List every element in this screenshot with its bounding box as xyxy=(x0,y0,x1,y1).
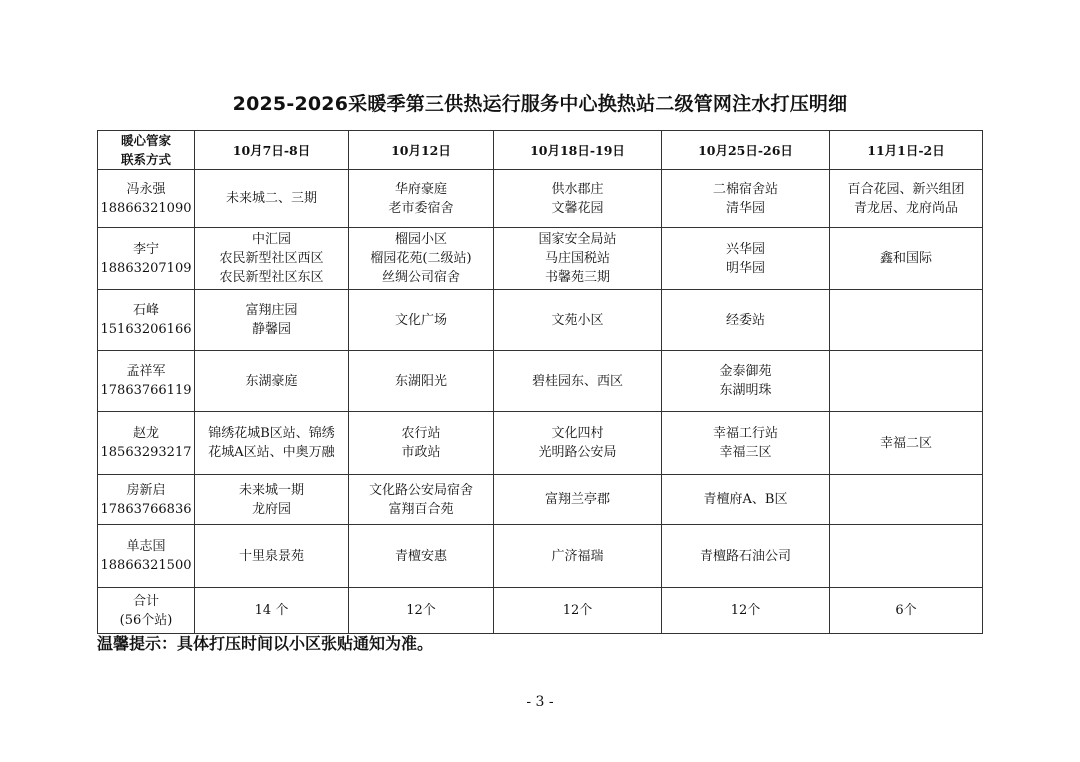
station-cell xyxy=(349,228,494,290)
station-cell xyxy=(349,412,494,475)
cell-text: 幸福工行站 xyxy=(712,426,778,441)
total-count: 14 个 xyxy=(195,588,349,634)
cell-text: 农民新型社区东区 xyxy=(219,270,324,285)
station-cell xyxy=(494,475,662,525)
station-cell xyxy=(830,228,983,290)
station-cell xyxy=(662,351,830,412)
total-count: 12个 xyxy=(662,588,830,634)
station-cell xyxy=(195,351,349,412)
header-date: 10月12日 xyxy=(349,131,494,170)
station-cell xyxy=(830,170,983,228)
table-row xyxy=(98,290,983,351)
station-cell xyxy=(195,290,349,351)
cell-text: 农民新型社区西区 xyxy=(219,251,324,266)
cell-text: 青龙居、龙府尚品 xyxy=(853,200,958,216)
total-label-cell xyxy=(98,588,195,634)
station-cell xyxy=(195,170,349,228)
table-row xyxy=(98,170,983,228)
steward-phone: 18563293217 xyxy=(100,445,192,460)
station-cell xyxy=(662,475,830,525)
steward-phone: 18866321090 xyxy=(100,200,192,216)
cell-text: 国家安全局站 xyxy=(538,232,617,247)
cell-text: 马庄国税站 xyxy=(544,251,610,266)
table-row xyxy=(98,475,983,525)
steward-phone: 15163206166 xyxy=(100,322,192,337)
header-date: 10月18日-19日 xyxy=(494,131,662,170)
cell-text: 富翔兰亭郡 xyxy=(544,492,610,507)
station-cell xyxy=(662,412,830,475)
steward-cell xyxy=(98,412,195,475)
station-cell xyxy=(195,228,349,290)
cell-text: 合计 xyxy=(132,593,159,609)
station-cell xyxy=(349,525,494,588)
cell-text: 富翔百合苑 xyxy=(388,501,454,517)
cell-text: 明华园 xyxy=(725,260,765,276)
cell-text: 青檀府A、B区 xyxy=(703,492,788,507)
steward-name: 冯永强 xyxy=(126,181,166,197)
cell-text: 幸福二区 xyxy=(879,435,932,451)
table-row xyxy=(98,351,983,412)
cell-text: 花城A区站、中奥万融 xyxy=(208,445,335,460)
cell-text: 碧桂园东、西区 xyxy=(531,373,623,389)
cell-text: 华府豪庭 xyxy=(394,181,447,197)
steward-cell xyxy=(98,351,195,412)
station-cell xyxy=(494,228,662,290)
cell-text: 十里泉景苑 xyxy=(238,548,304,564)
document-title: 2025-2026采暖季第三供热运行服务中心换热站二级管网注水打压明细 xyxy=(232,93,848,115)
cell-text: 锦绣花城B区站、锦绣 xyxy=(208,426,335,441)
total-count: 6个 xyxy=(830,588,983,634)
cell-text: 供水郡庄 xyxy=(551,181,604,197)
steward-phone: 17863766119 xyxy=(100,383,192,398)
table-row xyxy=(98,228,983,290)
cell-text: 书馨苑三期 xyxy=(544,270,610,285)
station-cell xyxy=(494,290,662,351)
steward-name: 石峰 xyxy=(132,303,159,318)
station-cell xyxy=(830,475,983,525)
station-cell xyxy=(662,290,830,351)
cell-text: 幸福三区 xyxy=(719,445,772,460)
cell-text: 富翔庄园 xyxy=(245,303,298,318)
station-cell xyxy=(662,170,830,228)
total-row xyxy=(98,588,983,634)
station-cell xyxy=(494,170,662,228)
cell-text: 榴园小区 xyxy=(394,232,447,247)
station-cell xyxy=(494,351,662,412)
station-cell xyxy=(349,351,494,412)
header-steward-contact xyxy=(98,131,195,170)
header-date: 11月1日-2日 xyxy=(830,131,983,170)
station-cell xyxy=(830,525,983,588)
station-cell xyxy=(195,525,349,588)
cell-text: 青檀路石油公司 xyxy=(699,548,791,564)
steward-phone: 17863766836 xyxy=(100,501,192,517)
cell-text: 未来城二、三期 xyxy=(225,191,317,206)
steward-phone: 18863207109 xyxy=(100,260,192,276)
cell-text: 文化四村 xyxy=(551,426,604,441)
header-row xyxy=(98,131,983,170)
cell-text: 青檀安惠 xyxy=(394,548,447,564)
table-row xyxy=(98,412,983,475)
cell-text: 榴园花苑(二级站) xyxy=(370,251,472,266)
total-count: 12个 xyxy=(349,588,494,634)
cell-text: 龙府园 xyxy=(251,501,291,517)
steward-cell xyxy=(98,228,195,290)
station-cell xyxy=(349,290,494,351)
station-cell xyxy=(349,170,494,228)
station-cell xyxy=(830,412,983,475)
steward-cell xyxy=(98,290,195,351)
steward-name: 孟祥军 xyxy=(126,364,166,379)
station-cell xyxy=(195,475,349,525)
station-cell xyxy=(195,412,349,475)
steward-phone: 18866321500 xyxy=(100,558,192,573)
steward-cell xyxy=(98,170,195,228)
page-number: - 3 - xyxy=(526,694,554,710)
cell-text: 兴华园 xyxy=(725,241,765,257)
cell-text: (56个站) xyxy=(119,612,173,628)
steward-cell xyxy=(98,525,195,588)
header-date: 10月25日-26日 xyxy=(662,131,830,170)
cell-text: 未来城一期 xyxy=(238,482,304,498)
table-row xyxy=(98,525,983,588)
cell-text: 文化广场 xyxy=(394,312,447,328)
cell-text: 东湖明珠 xyxy=(719,383,772,398)
cell-text: 文馨花园 xyxy=(551,200,604,216)
schedule-table xyxy=(97,130,983,634)
cell-text: 金泰御苑 xyxy=(719,364,772,379)
station-cell xyxy=(494,412,662,475)
cell-text: 市政站 xyxy=(401,445,441,460)
station-cell xyxy=(349,475,494,525)
cell-text: 丝绸公司宿舍 xyxy=(381,270,460,285)
cell-text: 经委站 xyxy=(725,312,765,328)
cell-text: 文化路公安局宿舍 xyxy=(368,482,473,498)
station-cell xyxy=(830,290,983,351)
station-cell xyxy=(494,525,662,588)
cell-text: 二棉宿舍站 xyxy=(712,181,778,197)
steward-name: 房新启 xyxy=(126,482,166,498)
total-count: 12个 xyxy=(494,588,662,634)
header-text: 联系方式 xyxy=(120,152,171,167)
cell-text: 东湖阳光 xyxy=(394,373,447,389)
cell-text: 光明路公安局 xyxy=(538,445,617,460)
cell-text: 静馨园 xyxy=(251,322,291,337)
cell-text: 东湖豪庭 xyxy=(245,373,298,389)
header-text: 暖心管家 xyxy=(120,133,171,148)
cell-text: 中汇园 xyxy=(251,232,291,247)
steward-name: 赵龙 xyxy=(132,426,159,441)
steward-name: 李宁 xyxy=(132,241,159,257)
station-cell xyxy=(830,351,983,412)
cell-text: 文苑小区 xyxy=(551,312,604,328)
cell-text: 农行站 xyxy=(401,426,441,441)
cell-text: 鑫和国际 xyxy=(879,251,932,266)
steward-cell xyxy=(98,475,195,525)
station-cell xyxy=(662,525,830,588)
warm-tip: 温馨提示：具体打压时间以小区张贴通知为准。 xyxy=(97,634,434,653)
cell-text: 清华园 xyxy=(725,200,765,216)
station-cell xyxy=(662,228,830,290)
steward-name: 单志国 xyxy=(126,539,166,554)
cell-text: 百合花园、新兴组团 xyxy=(847,181,965,197)
cell-text: 广济福瑞 xyxy=(551,548,604,564)
header-date: 10月7日-8日 xyxy=(195,131,349,170)
cell-text: 老市委宿舍 xyxy=(388,200,454,216)
